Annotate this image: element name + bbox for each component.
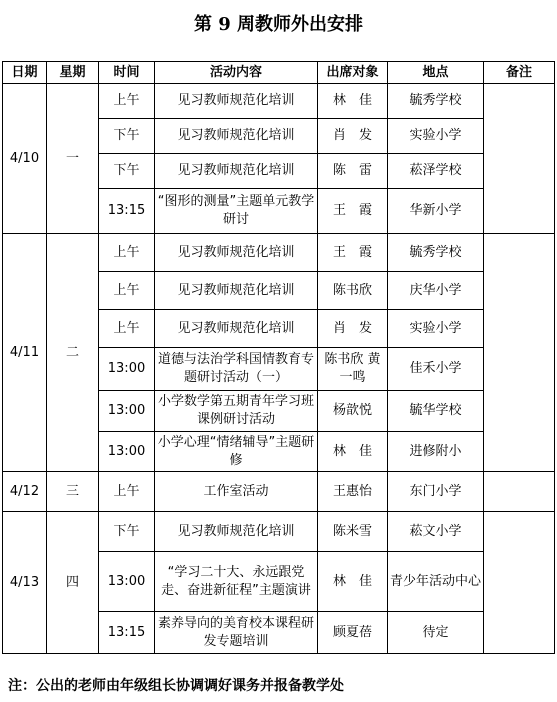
note-cell bbox=[484, 472, 555, 512]
activity-cell: 小学数学第五期青年学习班课例研讨活动 bbox=[155, 391, 318, 432]
note-cell bbox=[484, 512, 555, 654]
schedule-table bbox=[2, 61, 555, 654]
header-row bbox=[3, 62, 555, 84]
place-cell: 庆华小学 bbox=[388, 272, 484, 310]
time-cell: 上午 bbox=[99, 310, 155, 348]
place-cell: 毓秀学校 bbox=[388, 84, 484, 119]
header-attendee: 出席对象 bbox=[318, 62, 388, 84]
place-cell: 青少年活动中心 bbox=[388, 552, 484, 612]
activity-cell: 工作室活动 bbox=[155, 472, 318, 512]
attendee-cell: 王惠怡 bbox=[318, 472, 388, 512]
activity-cell: 见习教师规范化培训 bbox=[155, 310, 318, 348]
date-cell: 4/11 bbox=[3, 234, 47, 472]
table-row bbox=[3, 472, 555, 512]
attendee-cell: 陈 雷 bbox=[318, 154, 388, 189]
activity-cell: 见习教师规范化培训 bbox=[155, 154, 318, 189]
attendee-cell: 顾夏蓓 bbox=[318, 612, 388, 654]
place-cell: 实验小学 bbox=[388, 119, 484, 154]
place-cell: 待定 bbox=[388, 612, 484, 654]
attendee-cell: 杨歆悦 bbox=[318, 391, 388, 432]
weekday-cell: 四 bbox=[47, 512, 99, 654]
activity-cell: “图形的测量”主题单元教学研讨 bbox=[155, 189, 318, 234]
date-cell: 4/13 bbox=[3, 512, 47, 654]
footnote: 注：公出的老师由年级组长协调调好课务并报备教学处 bbox=[8, 678, 344, 694]
attendee-cell: 陈书欣 黄一鸣 bbox=[318, 348, 388, 391]
time-cell: 上午 bbox=[99, 472, 155, 512]
attendee-cell: 肖 发 bbox=[318, 119, 388, 154]
place-cell: 菘文小学 bbox=[388, 512, 484, 552]
attendee-cell: 王 霞 bbox=[318, 189, 388, 234]
date-cell: 4/10 bbox=[3, 84, 47, 234]
place-cell: 毓秀学校 bbox=[388, 234, 484, 272]
activity-cell: “学习二十大、永远跟党走、奋进新征程”主题演讲 bbox=[155, 552, 318, 612]
place-cell: 实验小学 bbox=[388, 310, 484, 348]
table-row bbox=[3, 84, 555, 119]
header-time: 时间 bbox=[99, 62, 155, 84]
attendee-cell: 林 佳 bbox=[318, 432, 388, 472]
activity-cell: 见习教师规范化培训 bbox=[155, 272, 318, 310]
activity-cell: 小学心理“情绪辅导”主题研修 bbox=[155, 432, 318, 472]
place-cell: 东门小学 bbox=[388, 472, 484, 512]
time-cell: 下午 bbox=[99, 512, 155, 552]
place-cell: 菘泽学校 bbox=[388, 154, 484, 189]
attendee-cell: 肖 发 bbox=[318, 310, 388, 348]
place-cell: 华新小学 bbox=[388, 189, 484, 234]
time-cell: 上午 bbox=[99, 84, 155, 119]
header-weekday: 星期 bbox=[47, 62, 99, 84]
header-activity: 活动内容 bbox=[155, 62, 318, 84]
page-title: 第 9 周教师外出安排 bbox=[193, 14, 364, 35]
header-place: 地点 bbox=[388, 62, 484, 84]
note-cell bbox=[484, 234, 555, 472]
weekday-cell: 一 bbox=[47, 84, 99, 234]
activity-cell: 见习教师规范化培训 bbox=[155, 512, 318, 552]
table-row bbox=[3, 234, 555, 272]
time-cell: 上午 bbox=[99, 272, 155, 310]
place-cell: 佳禾小学 bbox=[388, 348, 484, 391]
date-cell: 4/12 bbox=[3, 472, 47, 512]
attendee-cell: 陈米雪 bbox=[318, 512, 388, 552]
activity-cell: 素养导向的美育校本课程研发专题培训 bbox=[155, 612, 318, 654]
header-note: 备注 bbox=[484, 62, 555, 84]
table-row bbox=[3, 512, 555, 552]
place-cell: 进修附小 bbox=[388, 432, 484, 472]
time-cell: 下午 bbox=[99, 154, 155, 189]
time-cell: 上午 bbox=[99, 234, 155, 272]
header-date: 日期 bbox=[3, 62, 47, 84]
weekday-cell: 二 bbox=[47, 234, 99, 472]
activity-cell: 见习教师规范化培训 bbox=[155, 234, 318, 272]
activity-cell: 见习教师规范化培训 bbox=[155, 84, 318, 119]
time-cell: 13:00 bbox=[99, 552, 155, 612]
attendee-cell: 王 霞 bbox=[318, 234, 388, 272]
attendee-cell: 林 佳 bbox=[318, 552, 388, 612]
time-cell: 13:00 bbox=[99, 432, 155, 472]
time-cell: 13:15 bbox=[99, 189, 155, 234]
attendee-cell: 陈书欣 bbox=[318, 272, 388, 310]
time-cell: 13:00 bbox=[99, 391, 155, 432]
note-cell bbox=[484, 84, 555, 234]
time-cell: 13:00 bbox=[99, 348, 155, 391]
place-cell: 毓华学校 bbox=[388, 391, 484, 432]
time-cell: 下午 bbox=[99, 119, 155, 154]
activity-cell: 见习教师规范化培训 bbox=[155, 119, 318, 154]
weekday-cell: 三 bbox=[47, 472, 99, 512]
activity-cell: 道德与法治学科国情教育专题研讨活动（一） bbox=[155, 348, 318, 391]
attendee-cell: 林 佳 bbox=[318, 84, 388, 119]
time-cell: 13:15 bbox=[99, 612, 155, 654]
